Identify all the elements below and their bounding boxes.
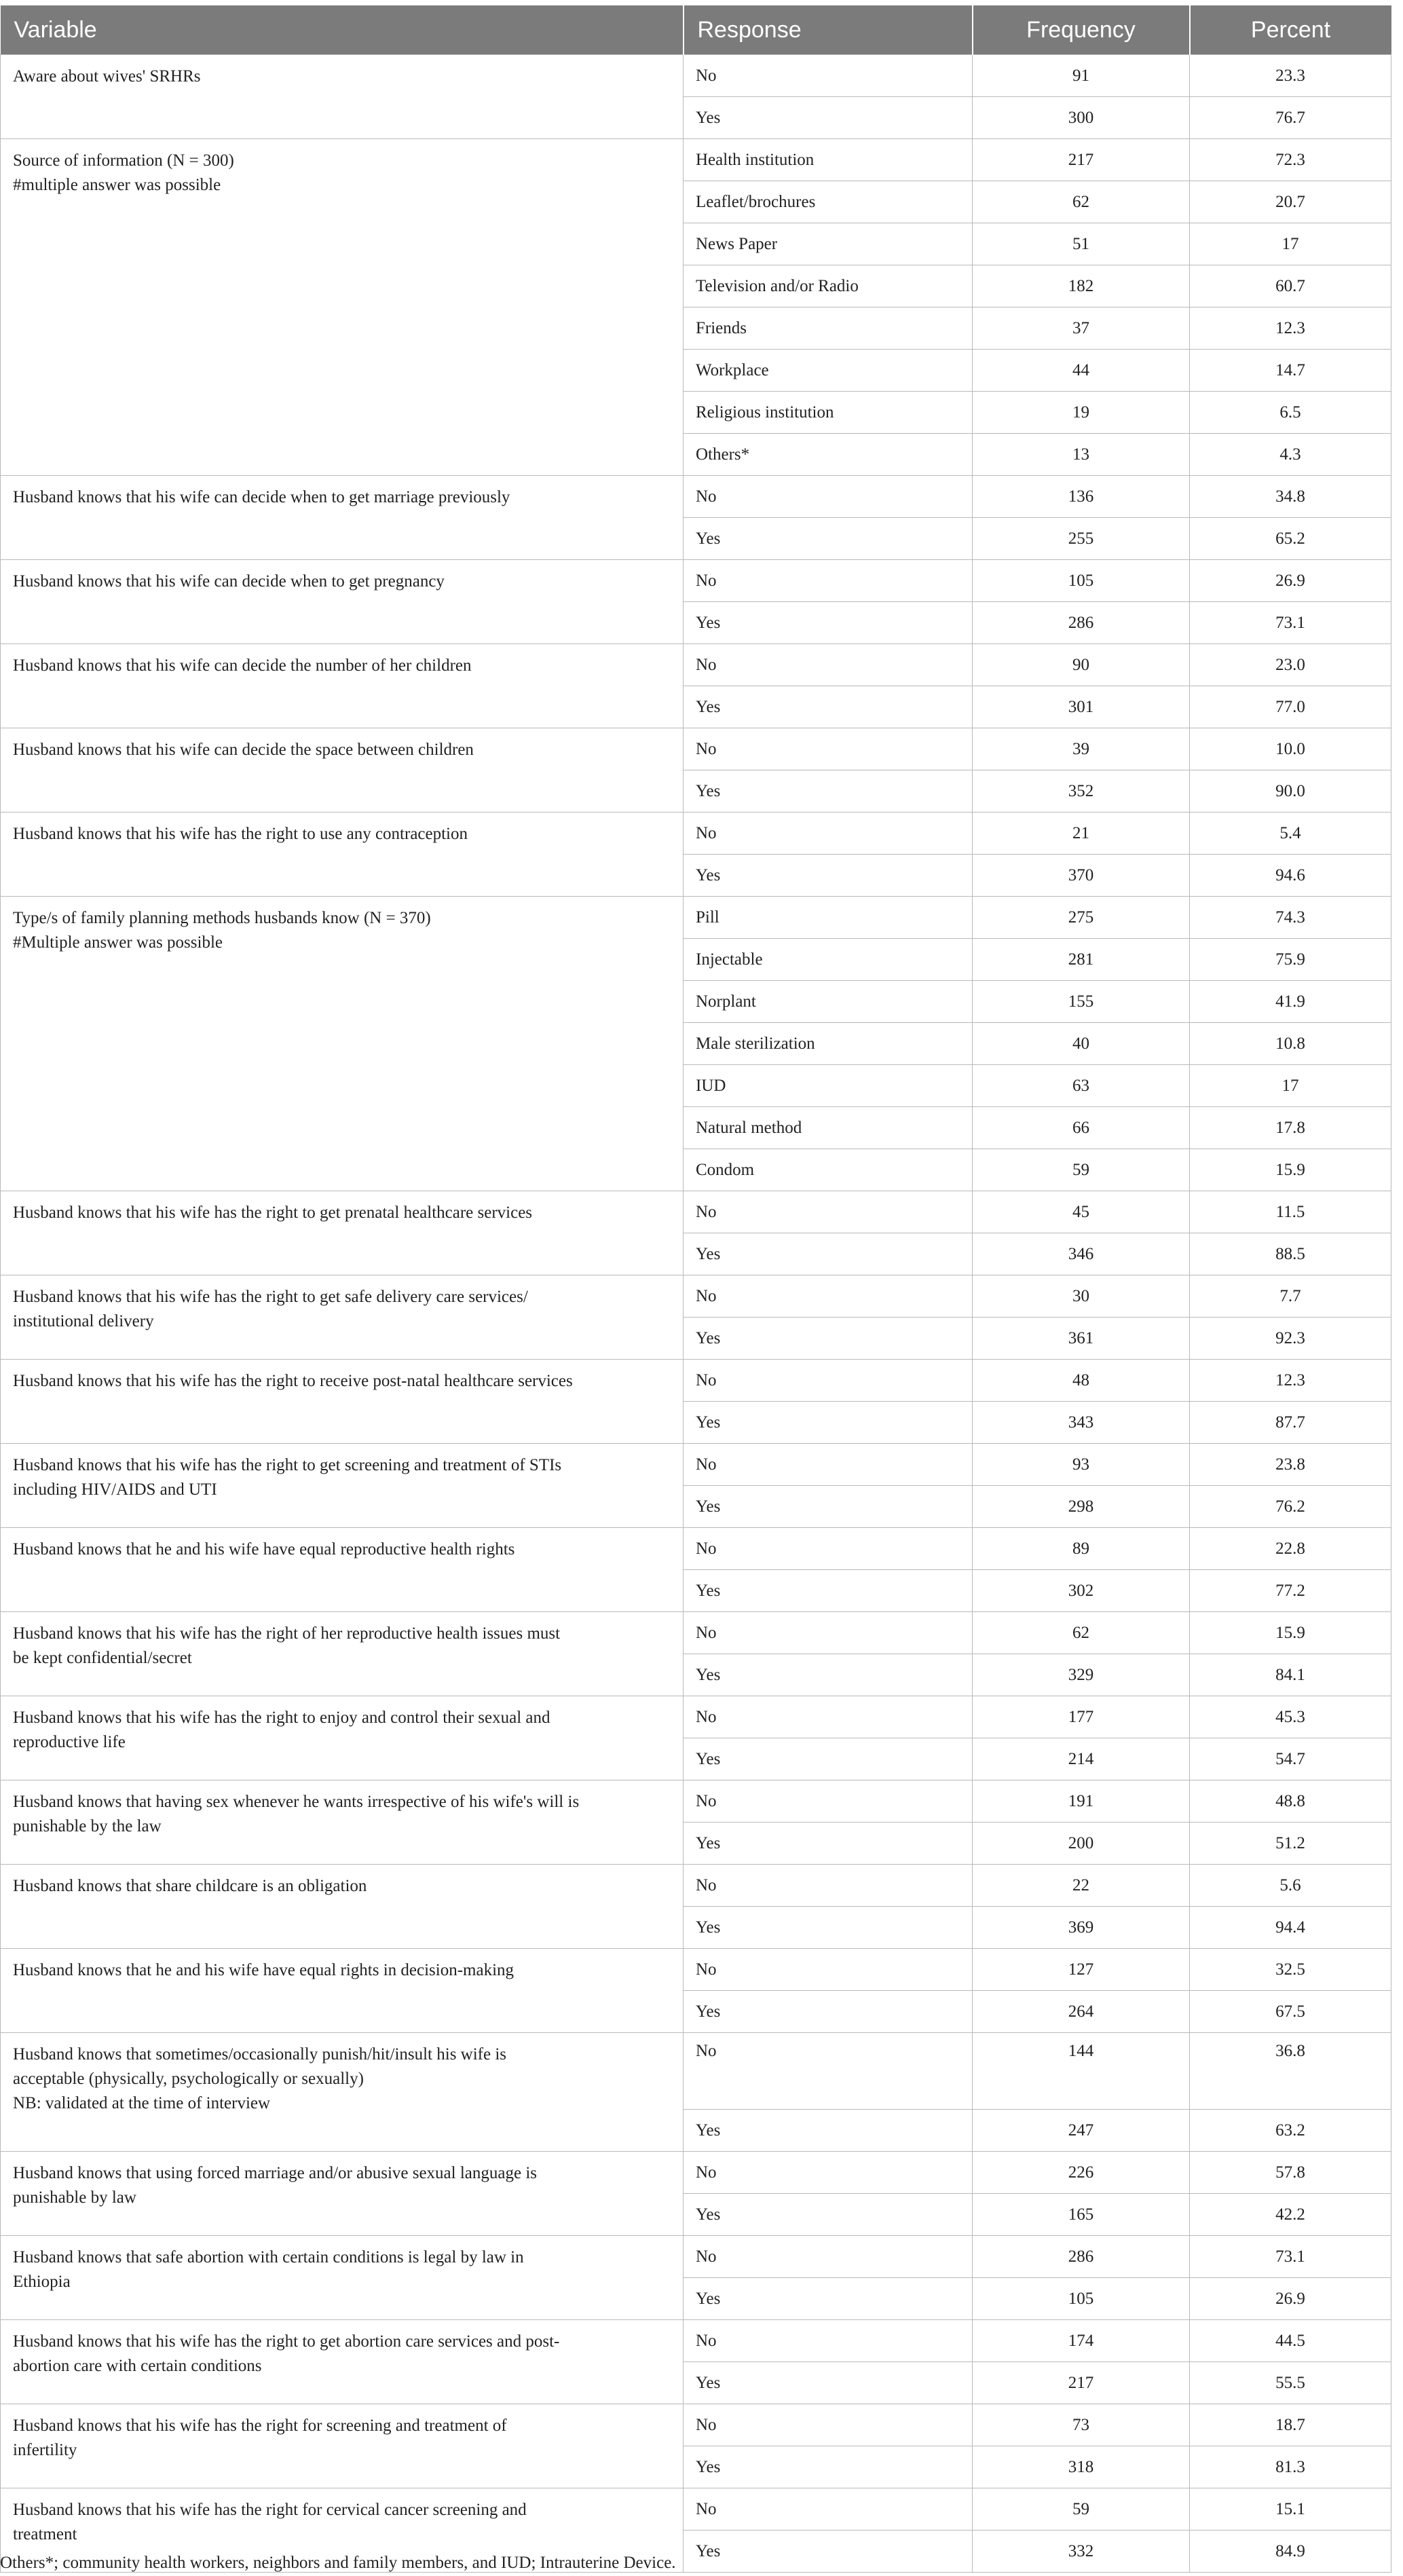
- table-row: [1, 1780, 1391, 1823]
- variable-text: Husband knows that his wife has the right to get safe delivery care services/: [13, 1288, 528, 1306]
- response-cell: No: [684, 1444, 973, 1486]
- table-row: [1, 2488, 1391, 2531]
- response-cell: Yes: [684, 518, 973, 560]
- table-row: [1, 55, 1391, 97]
- frequency-cell: 329: [973, 1654, 1190, 1696]
- frequency-cell: 165: [973, 2194, 1190, 2236]
- percent-cell: 73.1: [1190, 602, 1391, 644]
- percent-cell: 74.3: [1190, 897, 1391, 939]
- percent-cell: 10.0: [1190, 728, 1391, 770]
- variable-text: Husband knows that his wife can decide when to get marriage previously: [13, 488, 510, 506]
- variable-cell: [1, 728, 684, 813]
- frequency-cell: 21: [973, 813, 1190, 855]
- frequency-cell: 255: [973, 518, 1190, 560]
- frequency-cell: 182: [973, 265, 1190, 307]
- percent-cell: 92.3: [1190, 1318, 1391, 1360]
- percent-cell: 88.5: [1190, 1233, 1391, 1275]
- frequency-cell: 13: [973, 434, 1190, 476]
- response-cell: No: [684, 1528, 973, 1570]
- variable-cell: [1, 1780, 684, 1865]
- response-cell: No: [684, 2488, 973, 2531]
- variable-text: Source of information (N = 300): [13, 151, 234, 170]
- response-cell: No: [684, 2236, 973, 2278]
- table-row: [1, 2033, 1391, 2110]
- frequency-cell: 318: [973, 2446, 1190, 2488]
- percent-cell: 84.9: [1190, 2531, 1391, 2573]
- variable-text: Husband knows that his wife has the right to get abortion care services and post-: [13, 2332, 560, 2351]
- variable-cell: [1, 2033, 684, 2152]
- response-cell: News Paper: [684, 223, 973, 265]
- frequency-cell: 62: [973, 181, 1190, 223]
- variable-text: Husband knows that having sex whenever he wants irrespective of his wife's will is: [13, 1793, 580, 1811]
- frequency-cell: 51: [973, 223, 1190, 265]
- frequency-cell: 136: [973, 476, 1190, 518]
- frequency-cell: 66: [973, 1107, 1190, 1149]
- percent-cell: 26.9: [1190, 2278, 1391, 2320]
- variable-text: abortion care with certain conditions: [13, 2357, 262, 2375]
- response-cell: Yes: [684, 2278, 973, 2320]
- response-cell: No: [684, 728, 973, 770]
- response-cell: Yes: [684, 2362, 973, 2404]
- frequency-cell: 144: [973, 2033, 1190, 2110]
- response-cell: Yes: [684, 1738, 973, 1780]
- response-cell: No: [684, 1865, 973, 1907]
- header-percent: Percent: [1190, 5, 1391, 55]
- variable-text: Husband knows that his wife has the right to get screening and treatment of STIs: [13, 1456, 562, 1474]
- variable-text: infertility: [13, 2441, 77, 2459]
- frequency-cell: 155: [973, 981, 1190, 1023]
- table-body: [1, 55, 1391, 2573]
- response-cell: Yes: [684, 1318, 973, 1360]
- response-cell: No: [684, 813, 973, 855]
- header-response: Response: [684, 5, 973, 55]
- variable-cell: [1, 2236, 684, 2320]
- frequency-cell: 191: [973, 1780, 1190, 1823]
- percent-cell: 15.1: [1190, 2488, 1391, 2531]
- percent-cell: 44.5: [1190, 2320, 1391, 2362]
- response-cell: IUD: [684, 1065, 973, 1107]
- table-row: [1, 1528, 1391, 1570]
- response-cell: Yes: [684, 1570, 973, 1612]
- frequency-cell: 332: [973, 2531, 1190, 2573]
- percent-cell: 84.1: [1190, 1654, 1391, 1696]
- percent-cell: 67.5: [1190, 1991, 1391, 2033]
- percent-cell: 12.3: [1190, 1360, 1391, 1402]
- frequency-cell: 247: [973, 2110, 1190, 2152]
- frequency-cell: 217: [973, 2362, 1190, 2404]
- frequency-cell: 301: [973, 686, 1190, 728]
- percent-cell: 26.9: [1190, 560, 1391, 602]
- percent-cell: 5.6: [1190, 1865, 1391, 1907]
- variable-cell: [1, 897, 684, 1191]
- variable-text: Husband knows that share childcare is an obligation: [13, 1877, 367, 1895]
- variable-text: Husband knows that he and his wife have equal reproductive health rights: [13, 1540, 515, 1558]
- variable-cell: [1, 55, 684, 139]
- frequency-cell: 352: [973, 770, 1190, 813]
- response-cell: No: [684, 1191, 973, 1233]
- percent-cell: 51.2: [1190, 1823, 1391, 1865]
- frequency-cell: 105: [973, 560, 1190, 602]
- frequency-cell: 369: [973, 1907, 1190, 1949]
- percent-cell: 41.9: [1190, 981, 1391, 1023]
- percent-cell: 23.0: [1190, 644, 1391, 686]
- frequency-cell: 37: [973, 307, 1190, 350]
- frequency-cell: 59: [973, 2488, 1190, 2531]
- frequency-cell: 39: [973, 728, 1190, 770]
- percent-cell: 4.3: [1190, 434, 1391, 476]
- variable-cell: [1, 1865, 684, 1949]
- variable-text: Husband knows that his wife has the right of her reproductive health issues must: [13, 1624, 561, 1643]
- variable-cell: [1, 1191, 684, 1275]
- percent-cell: 15.9: [1190, 1612, 1391, 1654]
- frequency-cell: 275: [973, 897, 1190, 939]
- percent-cell: 5.4: [1190, 813, 1391, 855]
- frequency-cell: 93: [973, 1444, 1190, 1486]
- response-cell: Religious institution: [684, 392, 973, 434]
- percent-cell: 15.9: [1190, 1149, 1391, 1191]
- frequency-cell: 90: [973, 644, 1190, 686]
- table-footnote: Others*; community health workers, neighbors and family members, and IUD; Intrauterine Device.: [0, 2554, 676, 2572]
- percent-cell: 36.8: [1190, 2033, 1391, 2110]
- table-row: [1, 1444, 1391, 1486]
- percent-cell: 77.0: [1190, 686, 1391, 728]
- variable-text: Husband knows that sometimes/occasionally punish/hit/insult his wife is: [13, 2045, 507, 2064]
- frequency-cell: 286: [973, 2236, 1190, 2278]
- response-cell: Yes: [684, 1402, 973, 1444]
- response-cell: Yes: [684, 1991, 973, 2033]
- variable-text: Husband knows that his wife has the right for screening and treatment of: [13, 2416, 507, 2435]
- frequency-cell: 361: [973, 1318, 1190, 1360]
- frequency-cell: 91: [973, 55, 1190, 97]
- variable-text: punishable by law: [13, 2188, 136, 2207]
- response-cell: No: [684, 1949, 973, 1991]
- variable-text: Husband knows that his wife has the right to receive post-natal healthcare services: [13, 1372, 573, 1390]
- variable-text: acceptable (physically, psychologically or sexually): [13, 2070, 364, 2088]
- percent-cell: 17.8: [1190, 1107, 1391, 1149]
- percent-cell: 72.3: [1190, 139, 1391, 181]
- percent-cell: 63.2: [1190, 2110, 1391, 2152]
- percent-cell: 18.7: [1190, 2404, 1391, 2446]
- variable-cell: [1, 1612, 684, 1696]
- percent-cell: 77.2: [1190, 1570, 1391, 1612]
- response-cell: No: [684, 2152, 973, 2194]
- variable-text: Husband knows that he and his wife have equal rights in decision-making: [13, 1961, 515, 1979]
- response-cell: Yes: [684, 1233, 973, 1275]
- response-cell: No: [684, 1780, 973, 1823]
- frequency-cell: 127: [973, 1949, 1190, 1991]
- response-cell: No: [684, 476, 973, 518]
- response-cell: Yes: [684, 1907, 973, 1949]
- table-row: [1, 2152, 1391, 2194]
- frequency-cell: 62: [973, 1612, 1190, 1654]
- percent-cell: 20.7: [1190, 181, 1391, 223]
- variable-cell: [1, 476, 684, 560]
- frequency-cell: 286: [973, 602, 1190, 644]
- variable-text: Husband knows that his wife has the right to get prenatal healthcare services: [13, 1203, 533, 1222]
- response-cell: No: [684, 644, 973, 686]
- response-cell: Yes: [684, 855, 973, 897]
- percent-cell: 60.7: [1190, 265, 1391, 307]
- response-cell: Condom: [684, 1149, 973, 1191]
- response-cell: Leaflet/brochures: [684, 181, 973, 223]
- percent-cell: 42.2: [1190, 2194, 1391, 2236]
- variable-cell: [1, 2152, 684, 2236]
- variable-text: Husband knows that his wife can decide when to get pregnancy: [13, 572, 445, 591]
- variable-text: reproductive life: [13, 1733, 126, 1751]
- percent-cell: 14.7: [1190, 350, 1391, 392]
- variable-cell: [1, 560, 684, 644]
- frequency-cell: 264: [973, 1991, 1190, 2033]
- header-variable: Variable: [1, 5, 684, 55]
- percent-cell: 7.7: [1190, 1275, 1391, 1318]
- variable-cell: [1, 1275, 684, 1360]
- table-row: [1, 2404, 1391, 2446]
- variable-cell: [1, 1949, 684, 2033]
- table-header: [1, 5, 1391, 55]
- response-cell: Injectable: [684, 939, 973, 981]
- percent-cell: 94.6: [1190, 855, 1391, 897]
- frequency-cell: 298: [973, 1486, 1190, 1528]
- percent-cell: 17: [1190, 223, 1391, 265]
- response-cell: No: [684, 2033, 973, 2110]
- variable-text: Aware about wives' SRHRs: [13, 67, 201, 86]
- response-cell: Male sterilization: [684, 1023, 973, 1065]
- variable-cell: [1, 2404, 684, 2488]
- percent-cell: 12.3: [1190, 307, 1391, 350]
- variable-text: Husband knows that his wife can decide the number of her children: [13, 656, 472, 675]
- frequency-cell: 370: [973, 855, 1190, 897]
- percent-cell: 75.9: [1190, 939, 1391, 981]
- table-row: [1, 2236, 1391, 2278]
- frequency-cell: 22: [973, 1865, 1190, 1907]
- table-row: [1, 1191, 1391, 1233]
- percent-cell: 23.3: [1190, 55, 1391, 97]
- response-cell: Yes: [684, 686, 973, 728]
- frequency-cell: 45: [973, 1191, 1190, 1233]
- response-cell: No: [684, 2404, 973, 2446]
- table-row: [1, 1865, 1391, 1907]
- frequency-cell: 177: [973, 1696, 1190, 1738]
- variable-text: Husband knows that using forced marriage and/or abusive sexual language is: [13, 2164, 538, 2182]
- response-cell: Yes: [684, 97, 973, 139]
- table-row: [1, 476, 1391, 518]
- variable-text: Type/s of family planning methods husbands know (N = 370): [13, 909, 431, 927]
- percent-cell: 23.8: [1190, 1444, 1391, 1486]
- table-row: [1, 1696, 1391, 1738]
- variable-text: institutional delivery: [13, 1312, 154, 1330]
- frequency-cell: 73: [973, 2404, 1190, 2446]
- response-cell: Workplace: [684, 350, 973, 392]
- percent-cell: 73.1: [1190, 2236, 1391, 2278]
- frequency-cell: 40: [973, 1023, 1190, 1065]
- response-cell: No: [684, 1275, 973, 1318]
- table-row: [1, 1949, 1391, 1991]
- percent-cell: 22.8: [1190, 1528, 1391, 1570]
- table-row: [1, 2320, 1391, 2362]
- percent-cell: 10.8: [1190, 1023, 1391, 1065]
- percent-cell: 55.5: [1190, 2362, 1391, 2404]
- variable-cell: [1, 2320, 684, 2404]
- response-cell: Others*: [684, 434, 973, 476]
- frequency-cell: 302: [973, 1570, 1190, 1612]
- variable-text: Husband knows that safe abortion with certain conditions is legal by law in: [13, 2248, 524, 2266]
- variable-cell: [1, 1528, 684, 1612]
- frequency-cell: 346: [973, 1233, 1190, 1275]
- response-cell: Natural method: [684, 1107, 973, 1149]
- percent-cell: 34.8: [1190, 476, 1391, 518]
- percent-cell: 32.5: [1190, 1949, 1391, 1991]
- percent-cell: 76.7: [1190, 97, 1391, 139]
- variable-cell: [1, 813, 684, 897]
- variable-text: Husband knows that his wife has the right to enjoy and control their sexual and: [13, 1709, 550, 1727]
- response-cell: Pill: [684, 897, 973, 939]
- response-cell: No: [684, 1612, 973, 1654]
- variable-text: Ethiopia: [13, 2273, 71, 2291]
- frequency-cell: 174: [973, 2320, 1190, 2362]
- response-cell: Health institution: [684, 139, 973, 181]
- response-cell: Yes: [684, 2110, 973, 2152]
- table-row: [1, 897, 1391, 939]
- percent-cell: 6.5: [1190, 392, 1391, 434]
- table-row: [1, 139, 1391, 181]
- percent-cell: 81.3: [1190, 2446, 1391, 2488]
- response-cell: No: [684, 560, 973, 602]
- variable-text: Husband knows that his wife can decide the space between children: [13, 741, 474, 759]
- percent-cell: 76.2: [1190, 1486, 1391, 1528]
- percent-cell: 57.8: [1190, 2152, 1391, 2194]
- variable-text: NB: validated at the time of interview: [13, 2094, 271, 2112]
- frequency-cell: 48: [973, 1360, 1190, 1402]
- response-cell: Yes: [684, 1654, 973, 1696]
- response-cell: Norplant: [684, 981, 973, 1023]
- frequency-cell: 343: [973, 1402, 1190, 1444]
- data-table: [0, 5, 1391, 2573]
- percent-cell: 11.5: [1190, 1191, 1391, 1233]
- table-row: [1, 1275, 1391, 1318]
- response-cell: Yes: [684, 2446, 973, 2488]
- response-cell: Yes: [684, 602, 973, 644]
- frequency-cell: 281: [973, 939, 1190, 981]
- table-row: [1, 560, 1391, 602]
- percent-cell: 17: [1190, 1065, 1391, 1107]
- frequency-cell: 214: [973, 1738, 1190, 1780]
- response-cell: Friends: [684, 307, 973, 350]
- response-cell: No: [684, 1360, 973, 1402]
- variable-text: #multiple answer was possible: [13, 176, 221, 194]
- frequency-cell: 30: [973, 1275, 1190, 1318]
- header-frequency: Frequency: [973, 5, 1190, 55]
- frequency-cell: 105: [973, 2278, 1190, 2320]
- table-row: [1, 728, 1391, 770]
- variable-cell: [1, 644, 684, 728]
- variable-text: including HIV/AIDS and UTI: [13, 1480, 217, 1499]
- frequency-cell: 63: [973, 1065, 1190, 1107]
- variable-text: be kept confidential/secret: [13, 1649, 192, 1667]
- percent-cell: 45.3: [1190, 1696, 1391, 1738]
- table-row: [1, 1612, 1391, 1654]
- variable-cell: [1, 1696, 684, 1780]
- header-row: [1, 5, 1391, 55]
- percent-cell: 54.7: [1190, 1738, 1391, 1780]
- frequency-cell: 89: [973, 1528, 1190, 1570]
- variable-cell: [1, 1444, 684, 1528]
- percent-cell: 90.0: [1190, 770, 1391, 813]
- table-row: [1, 1360, 1391, 1402]
- frequency-cell: 300: [973, 97, 1190, 139]
- frequency-cell: 226: [973, 2152, 1190, 2194]
- variable-text: #Multiple answer was possible: [13, 933, 223, 952]
- percent-cell: 48.8: [1190, 1780, 1391, 1823]
- variable-cell: [1, 1360, 684, 1444]
- variable-text: Husband knows that his wife has the right to use any contraception: [13, 825, 468, 843]
- response-cell: No: [684, 1696, 973, 1738]
- table-row: [1, 813, 1391, 855]
- variable-text: Husband knows that his wife has the right for cervical cancer screening and: [13, 2501, 527, 2519]
- frequency-cell: 19: [973, 392, 1190, 434]
- response-cell: Yes: [684, 1823, 973, 1865]
- frequency-cell: 59: [973, 1149, 1190, 1191]
- percent-cell: 65.2: [1190, 518, 1391, 560]
- frequency-cell: 44: [973, 350, 1190, 392]
- response-cell: Yes: [684, 770, 973, 813]
- response-cell: Yes: [684, 1486, 973, 1528]
- response-cell: No: [684, 55, 973, 97]
- frequency-cell: 217: [973, 139, 1190, 181]
- frequency-cell: 200: [973, 1823, 1190, 1865]
- percent-cell: 94.4: [1190, 1907, 1391, 1949]
- table-row: [1, 644, 1391, 686]
- response-cell: Yes: [684, 2194, 973, 2236]
- response-cell: Yes: [684, 2531, 973, 2573]
- variable-text: treatment: [13, 2525, 77, 2543]
- percent-cell: 87.7: [1190, 1402, 1391, 1444]
- response-cell: Television and/or Radio: [684, 265, 973, 307]
- variable-text: punishable by the law: [13, 1817, 162, 1835]
- response-cell: No: [684, 2320, 973, 2362]
- variable-cell: [1, 139, 684, 476]
